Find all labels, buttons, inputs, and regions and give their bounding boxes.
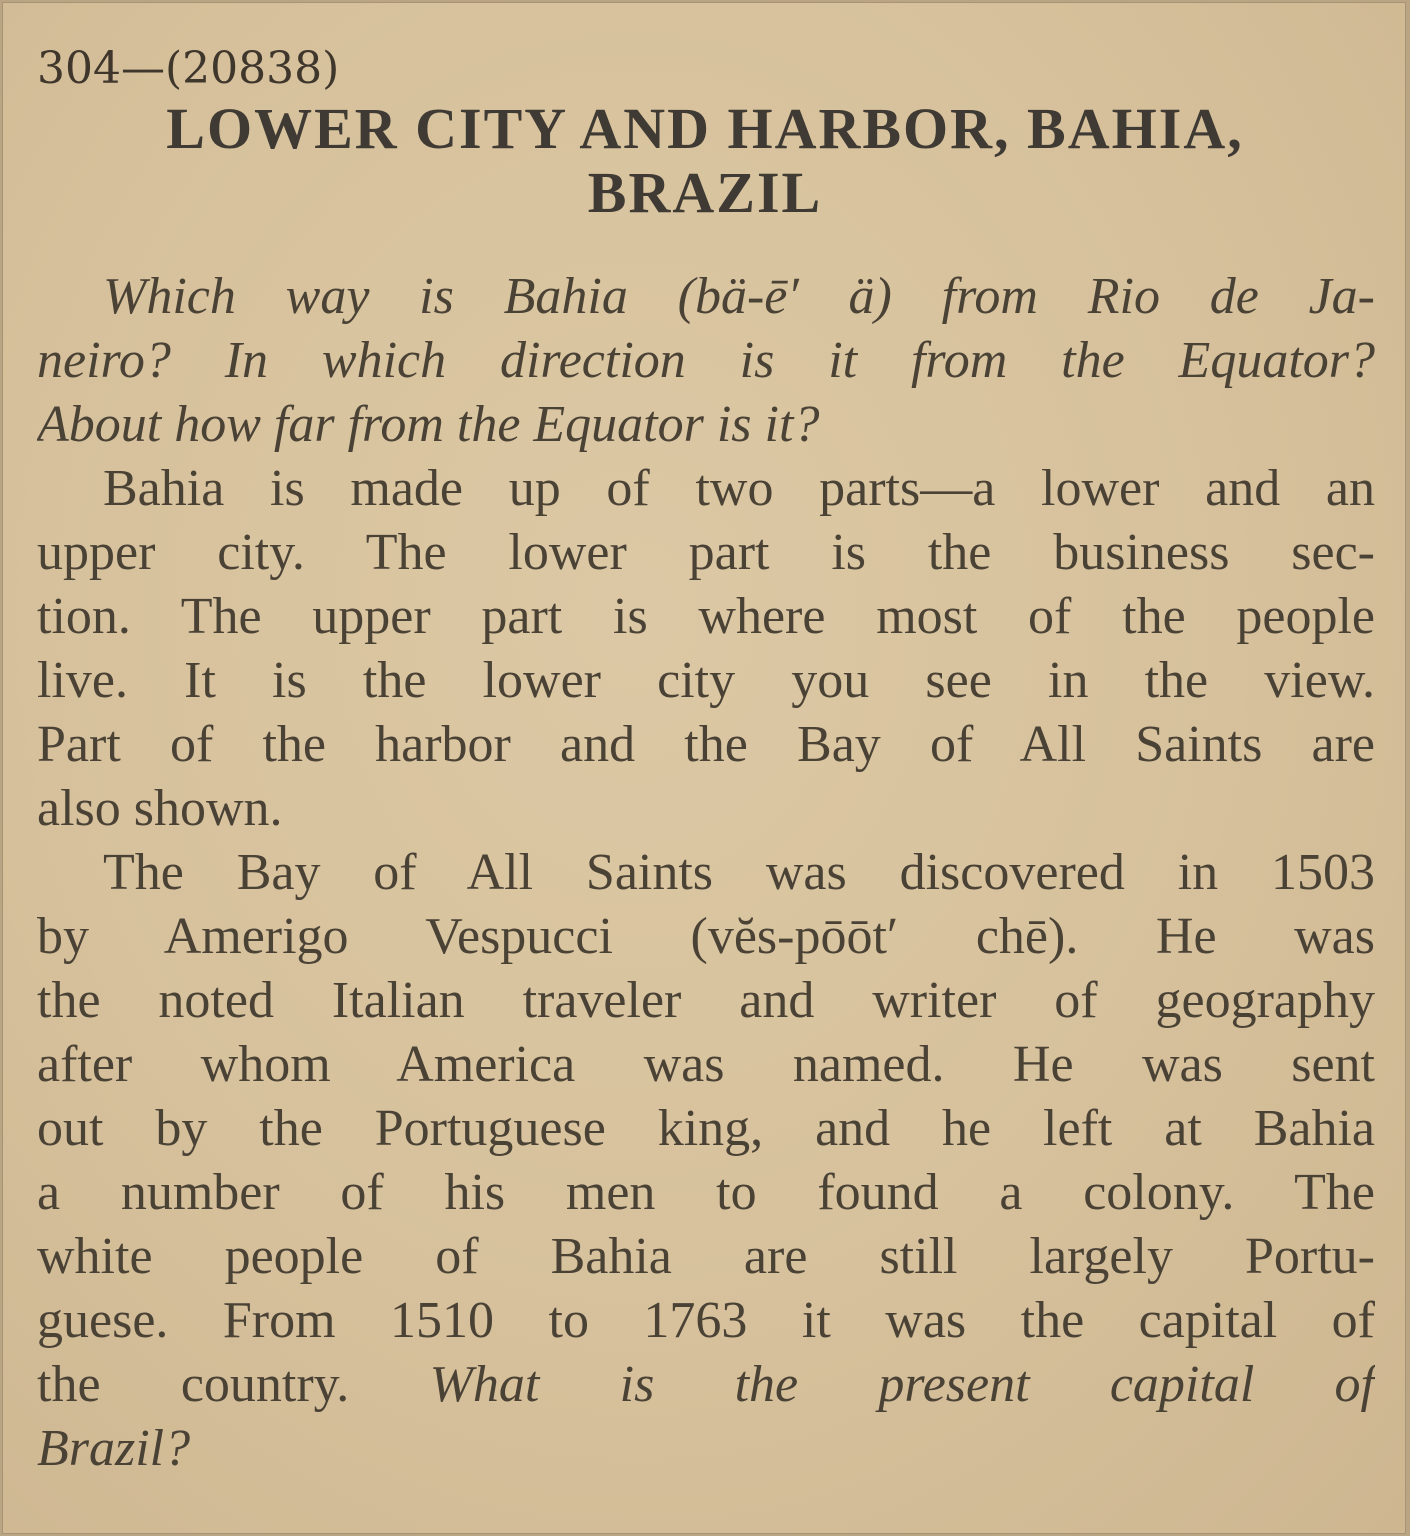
stereoview-card-back xyxy=(2,2,1406,1534)
final-line-regular-text: the country. xyxy=(37,1356,350,1413)
paragraph-line: tion. The upper part is where most of the people xyxy=(37,588,1375,645)
question-line: neiro? In which direction is it from the Equator? xyxy=(37,332,1375,389)
paragraph-line: out by the Portuguese king, and he left at Bahia xyxy=(37,1100,1375,1157)
paragraph-line: the noted Italian traveler and writer of geography xyxy=(37,972,1375,1029)
paragraph-line: by Amerigo Vespucci (vĕs-pōōt′ chē). He was xyxy=(37,908,1375,965)
paragraph-final-line xyxy=(37,1353,1375,1417)
paragraph-line: a number of his men to found a colony. The xyxy=(37,1164,1375,1221)
paragraph-line: The Bay of All Saints was discovered in 1503 xyxy=(103,844,1375,901)
paragraph-line: white people of Bahia are still largely Portu- xyxy=(37,1228,1375,1285)
paragraph-line: after whom America was named. He was sent xyxy=(37,1036,1375,1093)
paragraph-line: Part of the harbor and the Bay of All Saints are xyxy=(37,716,1375,773)
card-title-line-1: LOWER CITY AND HARBOR, BAHIA, xyxy=(166,96,1244,161)
card-number: 304—(20838) xyxy=(37,43,340,94)
question-line: About how far from the Equator is it? xyxy=(37,396,820,453)
paragraph-line: Bahia is made up of two parts—a lower and an xyxy=(103,460,1375,517)
card-title-line-2: BRAZIL xyxy=(587,160,823,225)
closing-question-line: Brazil? xyxy=(37,1420,191,1477)
final-line-italic-text: What is the present capital of xyxy=(429,1356,1375,1413)
question-line: Which way is Bahia (bä-ē′ ä) from Rio de Ja- xyxy=(103,268,1375,325)
paragraph-line: live. It is the lower city you see in the view. xyxy=(37,652,1375,709)
paragraph-line: upper city. The lower part is the business sec- xyxy=(37,524,1375,581)
paragraph-line: guese. From 1510 to 1763 it was the capital of xyxy=(37,1292,1375,1349)
paragraph-line: also shown. xyxy=(37,780,283,837)
